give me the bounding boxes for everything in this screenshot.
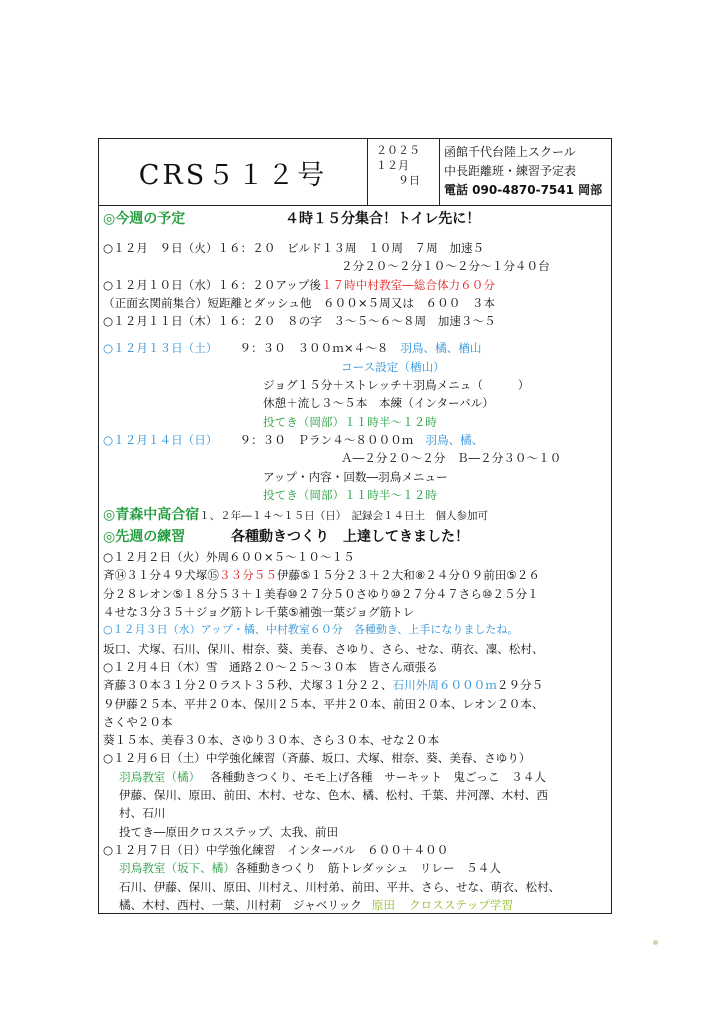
schedule-date: ○１２月１４日（日）: [103, 432, 218, 447]
practice-log-line: ○１２月２日（火）外周６００×５～１０～１５: [103, 550, 355, 565]
log-highlight: 羽鳥教室（坂下、橘）: [119, 861, 235, 876]
issue-month: １２月: [376, 159, 409, 172]
practice-log-line: 坂口、犬塚、石川、保川、柑奈、葵、美春、さゆり、さら、せな、萌衣、凜、松村、: [103, 641, 544, 656]
last-week-heading: ◎先週の練習: [103, 529, 186, 546]
practice-log-line: 伊藤、保川、原田、前田、木村、せな、色木、橘、松村、千葉、井河澤、木村、西: [119, 788, 548, 803]
organization-info: [440, 139, 611, 205]
log-text: 各種動きつくり 筋トレダッシュ リレー ５４人: [234, 861, 501, 876]
log-highlight: 羽鳥教室（橘）: [119, 769, 201, 784]
weekly-section-header: [103, 208, 607, 230]
practice-log-line: ４せな３分３５＋ジョグ筋トレ千葉⑤補強一葉ジョグ筋トレ: [103, 605, 415, 620]
camp-detail: １、２年―１４～１５日（日） 記録会１４日土 個人参加可: [199, 510, 488, 523]
practice-log-line: [103, 896, 607, 914]
practice-log-line: 投てき―原田クロスステップ、太我、前田: [119, 824, 339, 839]
practice-log-line: ○１２月６日（土）中学強化練習（斉藤、坂口、犬塚、柑奈、葵、美春、さゆり）: [103, 751, 531, 766]
content: [99, 206, 611, 914]
practice-log-line: [103, 768, 607, 786]
log-highlight: クロスステップ学習: [408, 897, 514, 912]
camp-section-header: [103, 504, 607, 526]
practice-log-line: [103, 676, 607, 694]
log-text: 各種動きつくり、モモ上げ各種 サーキット 鬼ごっこ ３４人: [210, 769, 546, 784]
practice-log-line: 石川、伊藤、保川、原田、川村え、川村弟、前田、平井、さら、せな、萌衣、松村、: [119, 879, 561, 894]
log-highlight: 原田: [371, 897, 395, 912]
practice-log-line: ９伊藤２５本、平井２０本、保川２５本、平井２０本、前田２０本、レオン２０本、: [103, 696, 544, 711]
schedule-coaches: 羽鳥、橘、楢山: [400, 341, 482, 356]
log-text: 斉藤３０本３１分２０ラスト３５秒、犬塚３１分２２、: [103, 678, 393, 693]
log-highlight: ３３分５５: [218, 568, 277, 583]
schedule-highlight: １７時中村教室―総合体力６０分: [321, 277, 495, 292]
practice-log-line: [103, 566, 607, 584]
practice-log-line: 村、石川: [119, 806, 166, 821]
schedule-line: （正面玄関前集合）短距離とダッシュ他 ６００×５周又は ６００ ３本: [103, 295, 496, 310]
log-text: ２９分５: [496, 678, 544, 693]
practice-log-line: ○１２月７日（日）中学強化練習 インターバル ６００＋４００: [103, 842, 449, 857]
org-phone: 電話 090-4870-7541 岡部: [444, 183, 603, 197]
issue-day: ９日: [398, 174, 420, 187]
last-week-announcement: 各種動きつくり 上達してきました！: [230, 529, 469, 546]
schedule-text: ９：３０ ３００ｍ×４～８: [239, 341, 389, 356]
schedule-line: Ａ―２分２０～２分 Ｂ―２分３０～１０: [341, 451, 562, 466]
practice-log-line: ○１２月４日（木）雪 通路２０～２５～３０本 皆さん頑張る: [103, 659, 438, 674]
schedule-line: [103, 339, 607, 357]
schedule-line: ２分２０～２分１０～２分～１分４０台: [341, 259, 550, 274]
weekly-heading: ◎今週の予定: [103, 211, 186, 227]
practice-log-line: 葵１５本、美春３０本、さゆり３０本、さら３０本、せな２０本: [103, 733, 440, 748]
schedule-text: ○１２月１０日（水）１６：２０アップ後: [103, 277, 321, 292]
schedule-line: 休憩＋流し３～５本 本練（インターバル）: [263, 396, 494, 411]
weekly-announcement: ４時１５分集合！トイレ先に！: [284, 211, 481, 227]
practice-log-line: [103, 859, 607, 877]
schedule-line: [103, 431, 607, 449]
schedule-date: ○１２月１３日（土）: [103, 341, 218, 356]
practice-log-line: ○１２月３日（水）アップ・橘、中村教室６０分 各種動き、上手になりましたね。: [103, 623, 519, 637]
schedule-text: ９：３０ Ｐラン４～８０００ｍ: [239, 432, 414, 447]
log-text: 伊藤⑤１５分２３＋２大和⑧２４分０９前田⑤２６: [276, 568, 540, 583]
schedule-line: ○１２月 ９日（火）１６：２０ ビルド１３周 １０周 ７周 加速５: [103, 241, 485, 255]
issue-year: ２０２５: [376, 144, 420, 157]
scan-speck: [653, 940, 658, 945]
practice-log-line: さくや２０本: [103, 714, 173, 729]
schedule-line: アップ・内容・回数―羽鳥メニュー: [263, 469, 448, 484]
schedule-line: [103, 276, 607, 294]
schedule-coaches: 羽鳥、橘、: [425, 432, 484, 447]
practice-log-line: 分２８レオン⑤１８分５３＋１美春⑩２７分５０さゆり⑩２７分４７さら⑩２５分１: [103, 586, 539, 601]
schedule-line: ○１２月１１日（木）１６：２０ ８の字 ３～５～６～８周 加速３～５: [103, 314, 496, 329]
last-week-section-header: [103, 526, 607, 548]
camp-heading: ◎青森中高合宿: [103, 507, 200, 524]
schedule-line: 投てき（岡部）１１時半～１２時: [263, 414, 437, 429]
log-highlight: 石川外周６０００ｍ: [392, 678, 497, 693]
practice-schedule-sheet: [98, 138, 612, 914]
org-name: 函館千代台陸上スクール: [444, 145, 576, 159]
log-text: 橘、木村、西村、一葉、川村莉 ジャベリック: [119, 897, 362, 912]
log-text: 斉⑭３１分４９犬塚⑮: [103, 568, 219, 583]
org-class: 中長距離班・練習予定表: [444, 164, 577, 178]
schedule-line: ジョグ１５分＋ストレッチ＋羽鳥メニュ（ ）: [263, 378, 530, 393]
schedule-line: コース設定（楢山）: [341, 359, 445, 374]
schedule-line: 投てき（岡部）１１時半～１２時: [263, 487, 437, 502]
newsletter-title: CRS５１２号: [99, 139, 368, 205]
issue-date: [368, 139, 440, 205]
header: [99, 139, 611, 206]
